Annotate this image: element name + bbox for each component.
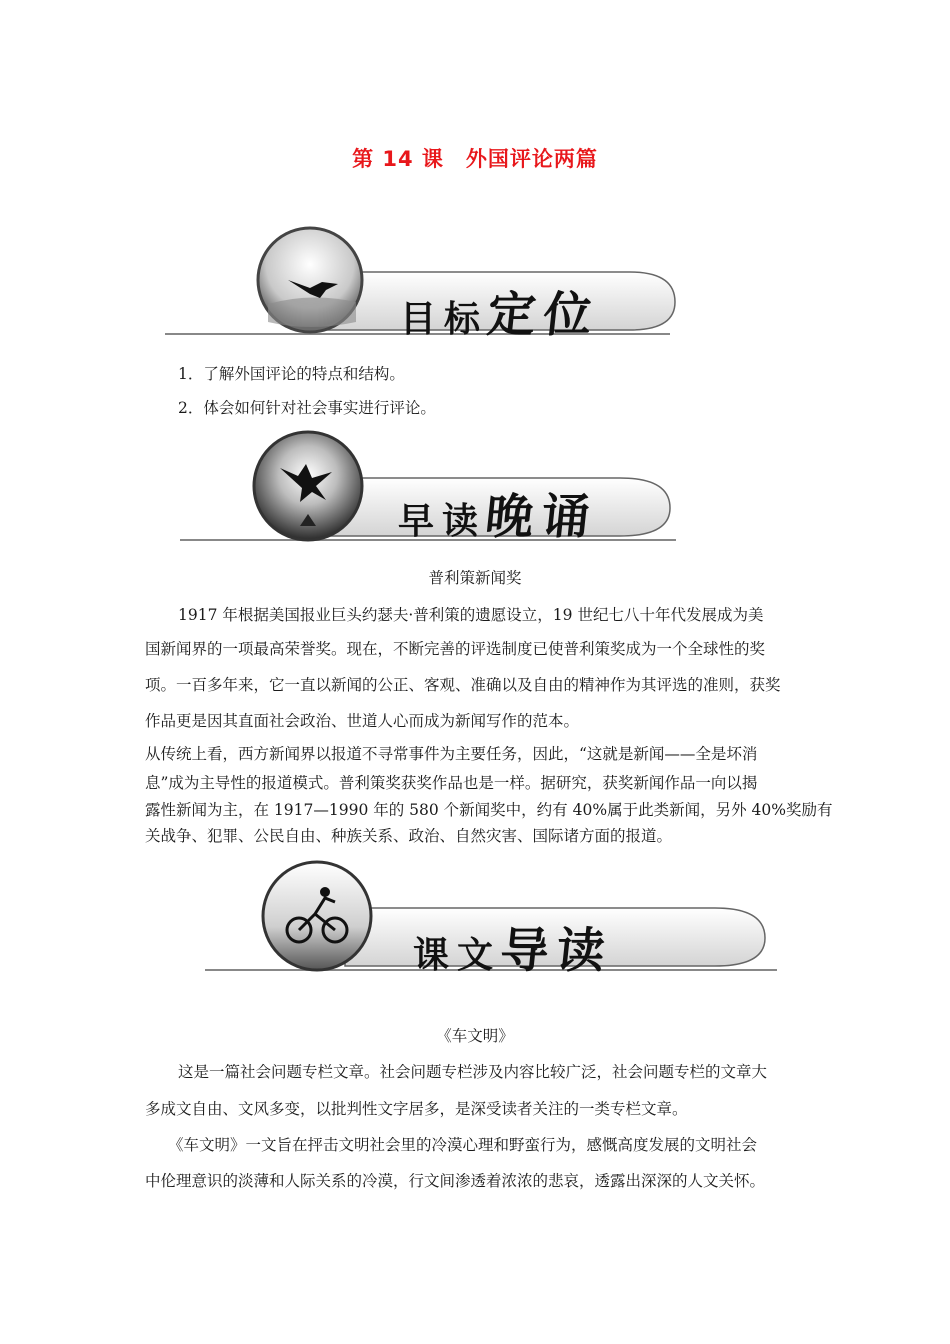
guide-line-3: 《车文明》一文旨在抨击文明社会里的冷漠心理和野蛮行为，感慨高度发展的文明社会 [168,1136,758,1154]
guide-line-2: 多成文自由、文风多变，以批判性文字居多，是深受读者关注的一类专栏文章。 [145,1100,688,1118]
page-title: 第 14 课 外国评论两篇 [352,147,598,171]
reading-line-4: 作品更是因其直面社会政治、世道人心而成为新闻写作的范本。 [145,712,580,730]
reading-banner [180,428,680,546]
reading-line-2: 国新闻界的一项最高荣誉奖。现在，不断完善的评选制度已使普利策奖成为一个全球性的奖 [145,640,766,658]
reading-banner-small: 早读 [398,501,487,542]
guide-banner-small: 课文 [413,935,502,976]
reading-line-3: 项。一百多年来，它一直以新闻的公正、客观、准确以及自由的精神作为其评选的准则，获奖 [145,676,781,694]
guide-banner-big: 导读 [497,923,616,979]
goal-banner-big: 定位 [484,287,603,343]
reading-line-1: 1917 年根据美国报业巨头约瑟夫·普利策的遗愿设立，19 世纪七八十年代发展成为美 [178,606,764,624]
guide-line-1: 这是一篇社会问题专栏文章。社会问题专栏涉及内容比较广泛，社会问题专栏的文章大 [178,1063,768,1081]
reading-line-5: 从传统上看，西方新闻界以报道不寻常事件为主要任务，因此，“这就是新闻——全是坏消 [145,745,758,763]
goal-item-2: 2．体会如何针对社会事实进行评论。 [178,399,436,417]
reading-line-6: 息”成为主导性的报道模式。普利策奖获奖作品也是一样。据研究，获奖新闻作品一向以揭 [145,774,758,792]
guide-line-4: 中伦理意识的淡薄和人际关系的冷漠，行文间渗透着浓浓的悲哀，透露出深深的人文关怀。 [145,1172,766,1190]
guide-banner [195,858,785,978]
reading-heading: 普利策新闻奖 [428,569,522,587]
reading-line-8: 关战争、犯罪、公民自由、种族关系、政治、自然灾害、国际诸方面的报道。 [145,827,673,845]
goal-item-1: 1．了解外国评论的特点和结构。 [178,365,405,383]
guide-heading: 《车文明》 [436,1027,514,1045]
goal-banner-small: 目标 [400,299,489,340]
reading-line-7: 露性新闻为主，在 1917—1990 年的 580 个新闻奖中，约有 40%属于此类新闻，另外 40%奖励有 [145,801,833,819]
goal-banner [160,222,680,342]
reading-banner-big: 晚诵 [482,489,601,545]
